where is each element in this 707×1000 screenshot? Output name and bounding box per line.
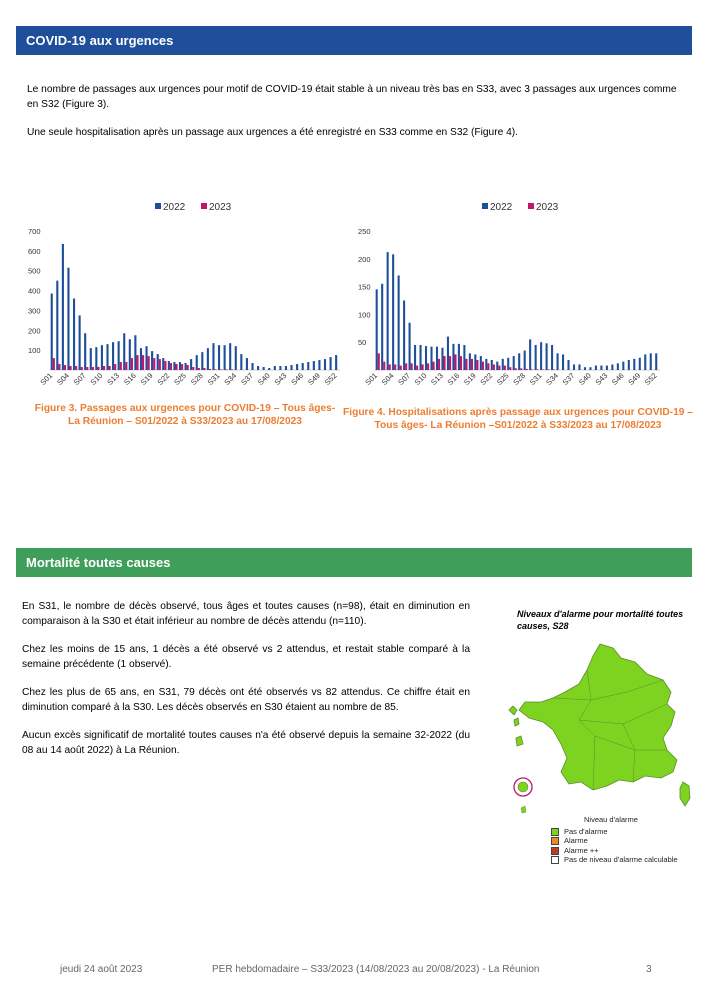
y-tick-label: 500	[28, 266, 41, 276]
map-corse	[680, 782, 690, 806]
bar-2023	[114, 364, 116, 370]
y-tick-label: 200	[358, 254, 371, 264]
bar-2022	[224, 345, 226, 370]
map-legend-swatch	[551, 828, 559, 836]
bar-2023	[520, 368, 522, 370]
bar-2022	[190, 359, 192, 370]
bar-2023	[504, 366, 506, 370]
paragraph-urgences-passages: Le nombre de passages aux urgences pour motif de COVID-19 était stable à un niveau très bas en S33, avec 3 passages aux urgences comme en S32 (Figure 3).	[27, 84, 677, 110]
legend-swatch	[528, 203, 534, 209]
map-mayotte	[521, 806, 526, 813]
footer-center: PER hebdomadaire – S33/2023 (14/08/2023 au 20/08/2023) - La Réunion	[212, 964, 540, 975]
map-martinique	[514, 718, 519, 726]
x-tick-label: S28	[188, 371, 205, 387]
bar-2022	[56, 281, 58, 370]
figure4-chart	[350, 195, 695, 400]
bar-2023	[148, 356, 150, 370]
bar-2022	[573, 364, 575, 370]
bar-2023	[449, 356, 451, 370]
map-title: Niveaux d'alarme pour mortalité toutes causes, S28	[517, 609, 684, 631]
bar-2023	[433, 362, 435, 370]
bar-2022	[179, 362, 181, 370]
paragraph-mortalite-s31: En S31, le nombre de décès observé, tous âges et toutes causes (n=98), était en diminution en comparaison à la S30 et était inférieur au nombre de décès attendu (n=110).	[22, 601, 470, 627]
bar-2022	[162, 358, 164, 370]
x-tick-label: S10	[412, 371, 429, 387]
bar-2023	[159, 359, 161, 370]
bar-2022	[330, 357, 332, 370]
bar-2023	[142, 355, 144, 370]
bar-2023	[444, 356, 446, 370]
bar-2022	[518, 353, 520, 370]
bar-2022	[452, 344, 454, 370]
map-legend-label: Alarme	[564, 836, 588, 845]
x-tick-label: S40	[255, 371, 272, 387]
map-legend-label: Alarme ++	[564, 845, 599, 855]
bar-2023	[493, 364, 495, 370]
bar-2022	[290, 365, 292, 370]
bar-2023	[427, 363, 429, 370]
bar-2022	[463, 345, 465, 370]
bar-2023	[438, 359, 440, 370]
x-tick-label: S43	[593, 371, 610, 387]
footer-date: jeudi 24 août 2023	[60, 964, 143, 975]
x-tick-label: S34	[544, 371, 561, 387]
bar-2022	[251, 363, 253, 370]
bar-2023	[53, 358, 55, 370]
bar-2022	[491, 360, 493, 370]
bar-2022	[546, 343, 548, 370]
x-tick-label: S16	[445, 371, 462, 387]
bar-2022	[567, 360, 569, 370]
bar-2022	[106, 344, 108, 370]
bar-2022	[420, 345, 422, 370]
bar-2023	[215, 369, 217, 370]
map-legend-swatch	[551, 837, 559, 845]
x-tick-label: S43	[272, 371, 289, 387]
x-tick-label: S13	[105, 371, 122, 387]
bar-2022	[157, 354, 159, 370]
bar-2023	[164, 361, 166, 370]
bar-2022	[589, 367, 591, 370]
bar-2022	[578, 364, 580, 370]
bar-2022	[409, 323, 411, 370]
bar-2022	[650, 353, 652, 370]
bar-2023	[553, 369, 555, 370]
bar-2022	[134, 335, 136, 370]
figure4-caption-line2: Tous âges- La Réunion –S01/2022 à S33/2023 au 17/08/2023	[374, 420, 662, 431]
bar-2023	[192, 367, 194, 370]
bar-2023	[153, 358, 155, 370]
x-tick-label: S49	[306, 371, 322, 387]
bar-2022	[639, 358, 641, 370]
bar-2022	[595, 366, 597, 370]
bar-2023	[548, 369, 550, 370]
legend-swatch	[155, 203, 161, 209]
section-mortalite-banner: Mortalité toutes causes	[16, 548, 692, 577]
y-tick-label: 700	[28, 227, 41, 236]
bar-2023	[120, 362, 122, 370]
map-legend-label: Pas de niveau d'alarme calculable	[564, 855, 678, 864]
map-reunion	[518, 782, 528, 792]
legend-label: 2023	[209, 202, 232, 213]
bar-2023	[220, 369, 222, 370]
bar-2022	[398, 275, 400, 370]
x-tick-label: S04	[55, 371, 71, 387]
bar-2022	[524, 351, 526, 370]
x-tick-label: S40	[577, 371, 593, 387]
bar-2023	[383, 362, 385, 370]
x-tick-label: S07	[71, 371, 88, 387]
bar-2022	[185, 363, 187, 370]
x-tick-label: S52	[322, 371, 339, 387]
bar-2023	[498, 366, 500, 370]
paragraph-mortalite-exces: Aucun excès significatif de mortalité toutes causes n'a été observé depuis la semaine 32-2022 (du 08 au 14 août 2022) à La Réunion.	[22, 730, 470, 756]
x-tick-label: S46	[609, 371, 626, 387]
bar-2022	[62, 244, 64, 370]
bar-2022	[584, 367, 586, 370]
bar-2022	[622, 362, 624, 370]
x-tick-label: S31	[205, 371, 222, 387]
paragraph-mortalite-moins15: Chez les moins de 15 ans, 1 décès a été observé vs 2 attendus, et restait stable comparé à la semaine précédente (1 observé).	[22, 644, 470, 670]
bar-2023	[58, 364, 60, 370]
bar-2023	[64, 365, 66, 370]
chart-legend	[155, 202, 232, 213]
map-legend	[551, 815, 678, 865]
legend-swatch	[482, 203, 488, 209]
bar-2022	[129, 339, 131, 370]
bar-2022	[118, 341, 120, 370]
map-legend-item	[551, 846, 678, 856]
bar-2023	[465, 359, 467, 370]
bar-2023	[226, 369, 228, 370]
bar-2022	[196, 355, 198, 370]
bar-2022	[414, 345, 416, 370]
bar-2022	[557, 353, 559, 370]
y-tick-label: 400	[28, 286, 41, 296]
bar-2023	[75, 366, 77, 370]
bar-2023	[92, 367, 94, 370]
bar-2022	[313, 361, 315, 370]
bar-2022	[229, 343, 231, 370]
y-tick-label: 100	[358, 310, 371, 320]
figure3-caption-line1: Figure 3. Passages aux urgences pour COVID-19 – Tous âges-	[34, 403, 336, 414]
bar-2023	[476, 360, 478, 370]
bar-2022	[173, 362, 175, 370]
map-legend-item	[551, 855, 678, 865]
bar-2022	[101, 345, 103, 370]
bar-2023	[170, 363, 172, 370]
figure3-chart	[20, 195, 350, 400]
figure4-caption	[330, 406, 706, 432]
x-tick-label: S16	[122, 371, 138, 387]
bar-2022	[485, 359, 487, 370]
bar-2022	[447, 337, 449, 370]
map-metropole	[519, 644, 677, 790]
map-legend-title: Niveau d'alarme	[584, 815, 638, 824]
bar-2023	[187, 365, 189, 370]
bar-2022	[540, 342, 542, 370]
x-tick-label: S19	[138, 371, 155, 387]
bar-2023	[531, 369, 533, 370]
y-tick-label: 200	[28, 326, 41, 336]
bar-2022	[502, 359, 504, 370]
x-tick-label: S19	[461, 371, 478, 387]
bar-2023	[231, 369, 233, 370]
bar-2022	[201, 352, 203, 370]
chart-legend	[482, 202, 559, 213]
bar-2022	[441, 348, 443, 370]
bar-2023	[411, 363, 413, 370]
x-tick-label: S04	[379, 371, 396, 387]
x-tick-label: S22	[155, 371, 172, 387]
bar-2022	[151, 351, 153, 370]
legend-label: 2022	[490, 202, 513, 213]
bar-2022	[600, 366, 602, 370]
bar-2022	[257, 366, 259, 370]
legend-swatch	[201, 203, 207, 209]
bar-2022	[644, 354, 646, 370]
bar-2022	[240, 354, 242, 370]
bar-2022	[67, 268, 69, 370]
bar-2022	[513, 356, 515, 370]
bar-2023	[136, 355, 138, 370]
figure3-caption	[20, 402, 350, 428]
y-tick-label: 100	[28, 346, 41, 356]
y-tick-label: 300	[28, 306, 41, 316]
bar-2023	[203, 368, 205, 370]
bar-2023	[198, 368, 200, 370]
bar-2023	[416, 366, 418, 370]
x-tick-label: S01	[38, 371, 55, 387]
bar-2022	[458, 344, 460, 370]
bar-2023	[422, 364, 424, 370]
footer-page-number: 3	[646, 964, 652, 975]
paragraph-urgences-hospitalisation: Une seule hospitalisation après un passage aux urgences a été enregistré en S33 comme en S32 (Figure 4).	[27, 127, 518, 138]
bar-2022	[268, 368, 270, 370]
bar-2022	[606, 366, 608, 370]
map-guadeloupe	[509, 706, 517, 715]
bar-2022	[207, 348, 209, 370]
y-tick-label: 50	[358, 338, 367, 348]
section-covid-urgences-banner: COVID-19 aux urgences	[16, 26, 692, 55]
bar-2023	[103, 366, 105, 370]
bar-2022	[95, 347, 97, 370]
bar-2022	[90, 348, 92, 370]
bar-2022	[218, 345, 220, 370]
x-tick-label: S37	[239, 371, 255, 387]
bar-2022	[403, 301, 405, 371]
x-tick-label: S34	[222, 371, 239, 387]
bar-2022	[474, 354, 476, 370]
bar-2022	[307, 362, 309, 370]
bar-2022	[84, 333, 86, 370]
bar-2023	[125, 362, 127, 370]
x-tick-label: S37	[560, 371, 577, 387]
bar-2023	[378, 353, 380, 370]
bar-2022	[324, 359, 326, 370]
x-tick-label: S25	[172, 371, 189, 387]
bar-2022	[551, 345, 553, 370]
x-tick-label: S52	[642, 371, 659, 387]
bar-2022	[279, 366, 281, 370]
legend-label: 2023	[536, 202, 559, 213]
x-tick-label: S13	[429, 371, 445, 387]
bar-2022	[507, 358, 509, 370]
bar-2023	[81, 367, 83, 370]
bar-2023	[131, 358, 133, 370]
bar-2022	[112, 342, 114, 370]
bar-2023	[400, 366, 402, 370]
bar-2022	[387, 252, 389, 370]
x-tick-label: S10	[88, 371, 105, 387]
bar-2023	[471, 359, 473, 370]
map-guyane	[516, 736, 523, 746]
map-legend-item	[551, 827, 678, 837]
x-tick-label: S07	[396, 371, 413, 387]
y-tick-label: 250	[358, 227, 371, 236]
bar-2023	[526, 369, 528, 370]
bar-2022	[285, 366, 287, 370]
bar-2022	[376, 289, 378, 370]
bar-2023	[460, 356, 462, 370]
bar-2022	[296, 364, 298, 370]
paragraph-mortalite-plus65: Chez les plus de 65 ans, en S31, 79 décès ont été observés vs 82 attendus. Ce chiffre était en diminution comparé à la S30. Les décès observés en S30 étaient au nombre de 85.	[22, 687, 470, 713]
bar-2022	[425, 346, 427, 370]
bar-2023	[487, 363, 489, 370]
bar-2022	[562, 354, 564, 370]
map-legend-swatch	[551, 847, 559, 855]
bar-2023	[86, 367, 88, 370]
legend-label: 2022	[163, 202, 186, 213]
bar-2022	[535, 345, 537, 370]
bar-2022	[381, 284, 383, 370]
chart-svg	[350, 195, 695, 400]
bar-2023	[70, 366, 72, 370]
bar-2023	[97, 367, 99, 370]
bar-2022	[480, 356, 482, 370]
bar-2023	[175, 364, 177, 370]
map-legend-item	[551, 836, 678, 846]
x-tick-label: S31	[527, 371, 544, 387]
figure3-caption-line2: La Réunion – S01/2022 à S33/2023 au 17/08/2023	[68, 416, 302, 427]
bar-2022	[51, 294, 53, 370]
bar-2023	[515, 368, 517, 370]
y-tick-label: 600	[28, 246, 41, 256]
bar-2022	[212, 343, 214, 370]
bar-2022	[168, 361, 170, 370]
bar-2022	[140, 348, 142, 370]
bar-2022	[611, 364, 613, 370]
bar-2023	[454, 354, 456, 370]
bar-2022	[263, 367, 265, 370]
x-tick-label: S28	[511, 371, 528, 387]
bar-2023	[389, 364, 391, 370]
figure4-caption-line1: Figure 4. Hospitalisations après passage aux urgences pour COVID-19 –	[343, 407, 693, 418]
map-legend-label: Pas d'alarme	[564, 826, 608, 836]
bar-2022	[633, 359, 635, 370]
y-tick-label: 150	[358, 282, 371, 292]
x-tick-label: S25	[494, 371, 511, 387]
bar-2023	[537, 369, 539, 370]
bar-2023	[109, 366, 111, 370]
bar-2022	[436, 347, 438, 370]
x-tick-label: S49	[626, 371, 643, 387]
bar-2022	[628, 360, 630, 370]
bar-2022	[430, 347, 432, 370]
bar-2022	[274, 366, 276, 370]
bar-2022	[73, 299, 75, 370]
x-tick-label: S46	[289, 371, 306, 387]
bar-2023	[405, 363, 407, 370]
bar-2022	[246, 358, 248, 370]
chart-svg	[20, 195, 350, 400]
bar-2022	[302, 363, 304, 370]
bar-2022	[529, 339, 531, 370]
bar-2022	[145, 346, 147, 370]
bar-2022	[235, 346, 237, 370]
bar-2022	[79, 315, 81, 370]
bar-2022	[496, 362, 498, 370]
map-legend-swatch	[551, 856, 559, 864]
x-tick-label: S22	[478, 371, 495, 387]
bar-2023	[209, 369, 211, 370]
x-tick-label: S01	[363, 371, 380, 387]
bar-2023	[482, 362, 484, 370]
bar-2023	[509, 367, 511, 370]
bar-2022	[335, 355, 337, 370]
bar-2022	[469, 353, 471, 370]
bar-2022	[617, 363, 619, 370]
bar-2022	[123, 333, 125, 370]
bar-2023	[181, 364, 183, 370]
bar-2022	[392, 254, 394, 370]
bar-2022	[318, 360, 320, 370]
bar-2022	[655, 353, 657, 370]
bar-2023	[542, 369, 544, 370]
france-alarm-map	[495, 640, 705, 815]
bar-2023	[394, 364, 396, 370]
